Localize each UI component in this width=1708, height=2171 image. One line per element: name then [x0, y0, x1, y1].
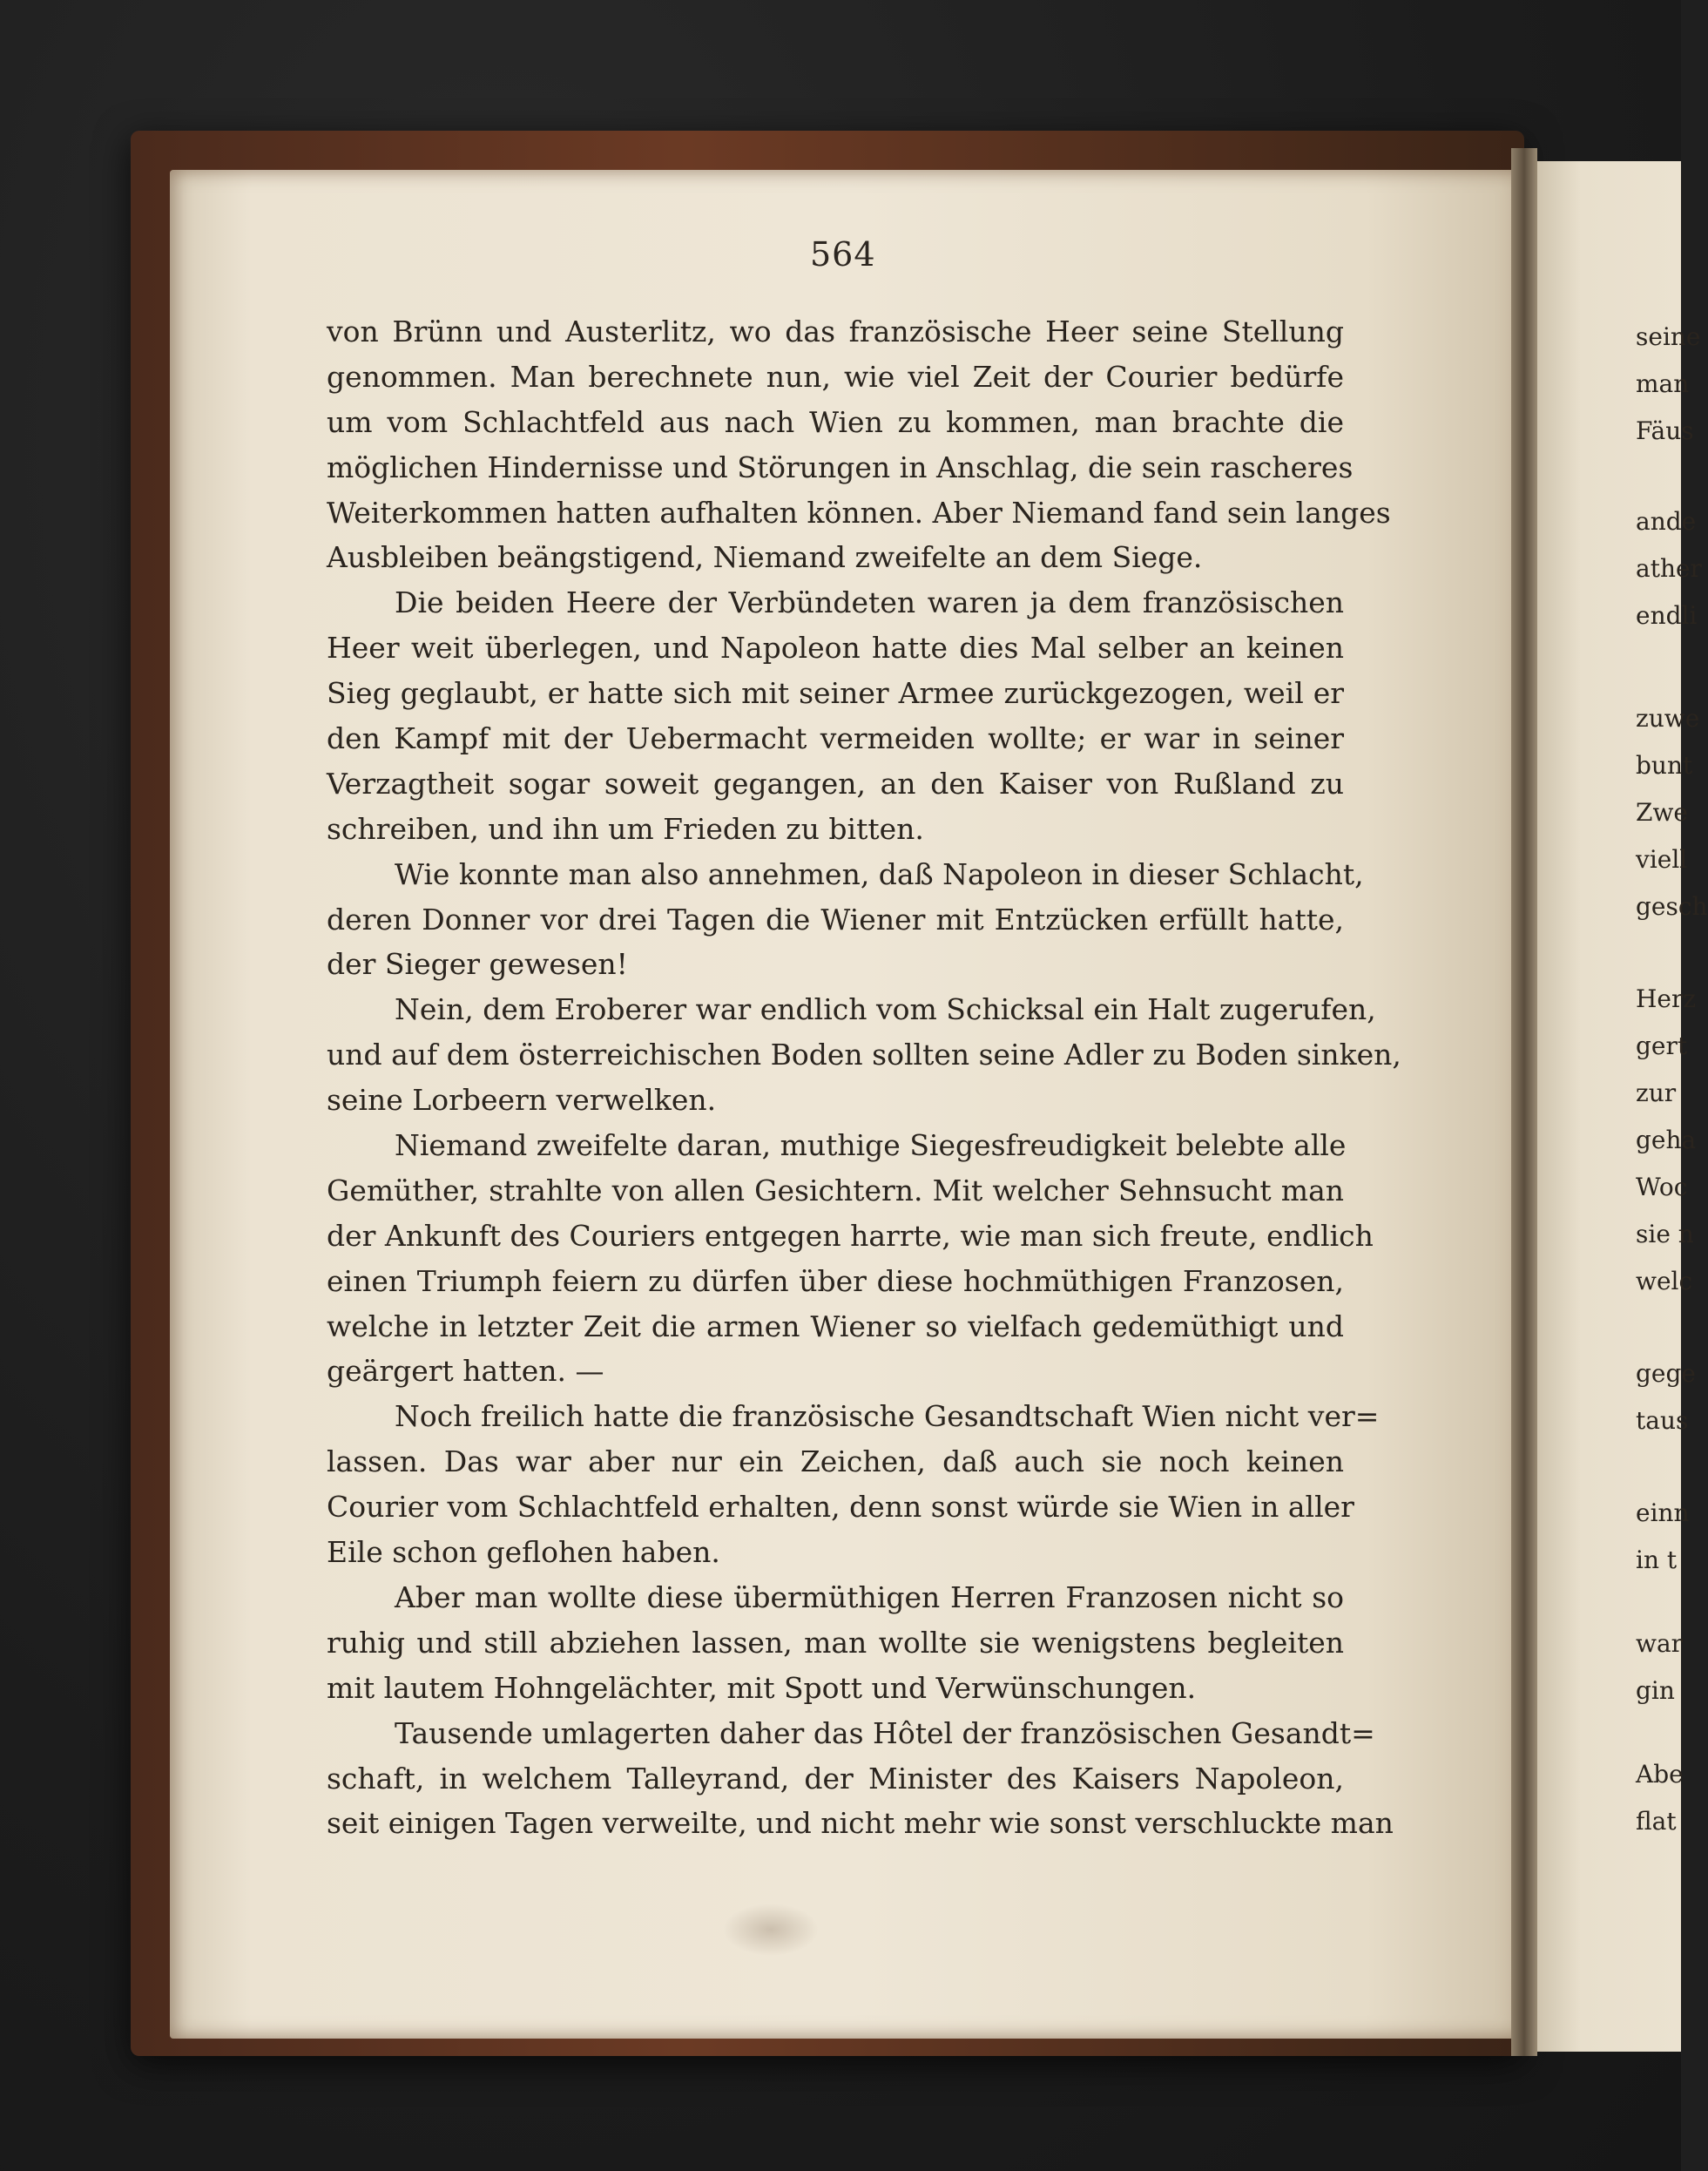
right-fragment: ather	[1636, 554, 1702, 583]
right-fragment: zuwe	[1636, 704, 1700, 733]
text-line: Verzagtheit sogar soweit gegangen, an den Kaiser von Rußland zu	[327, 766, 1344, 801]
paper-stain	[723, 1904, 819, 1956]
text-line: Sieg geglaubt, er hatte sich mit seiner Armee zurückgezogen, weil er	[327, 676, 1344, 711]
right-fragment: man	[1636, 369, 1690, 398]
right-fragment: in t	[1636, 1545, 1678, 1574]
page-number: 564	[810, 235, 876, 274]
right-fragment: zur	[1636, 1079, 1677, 1107]
text-line: mit lautem Hohngelächter, mit Spott und Verwünschungen.	[327, 1670, 1197, 1705]
text-line: schreiben, und ihn um Frieden zu bitten.	[327, 811, 924, 846]
text-line: seine Lorbeern verwelken.	[327, 1083, 717, 1118]
right-fragment: Herz	[1636, 984, 1697, 1013]
book-gutter	[1511, 148, 1537, 2056]
text-line: Nein, dem Eroberer war endlich vom Schicksal ein Halt zugerufen,	[395, 992, 1376, 1027]
text-line: Noch freilich hatte die französische Gesandtschaft Wien nicht ver=	[395, 1399, 1380, 1434]
right-fragment: einn	[1636, 1498, 1690, 1527]
text-line: Courier vom Schlachtfeld erhalten, denn sonst würde sie Wien in aller	[327, 1490, 1354, 1525]
body-text	[327, 309, 1401, 1846]
text-line: welche in letzter Zeit die armen Wiener so vielfach gedemüthigt und	[327, 1309, 1344, 1343]
right-fragment: viell	[1636, 845, 1688, 874]
right-fragment: sie n	[1636, 1220, 1694, 1248]
text-line: deren Donner vor drei Tagen die Wiener mit Entzücken erfüllt hatte,	[327, 902, 1344, 937]
text-line: der Ankunft des Couriers entgegen harrte, wie man sich freute, endlich	[327, 1218, 1374, 1253]
right-fragment: gert	[1636, 1031, 1688, 1060]
right-fragment: taus	[1636, 1406, 1689, 1435]
text-line: Ausbleiben beängstigend, Niemand zweifelte an dem Siege.	[327, 540, 1203, 575]
text-line: möglichen Hindernisse und Störungen in Anschlag, die sein rascheres	[327, 450, 1354, 484]
text-line: von Brünn und Austerlitz, wo das französische Heer seine Stellung	[327, 314, 1344, 348]
right-fragment: ande	[1636, 507, 1697, 536]
text-line: Eile schon geflohen haben.	[327, 1535, 720, 1570]
text-line: der Sieger gewesen!	[327, 947, 628, 982]
right-fragment: gege	[1636, 1359, 1696, 1388]
text-line: und auf dem österreichischen Boden sollten seine Adler zu Boden sinken,	[327, 1038, 1401, 1072]
text-line: Niemand zweifelte daran, muthige Siegesfreudigkeit belebte alle	[395, 1128, 1347, 1163]
text-line: Weiterkommen hatten aufhalten können. Aber Niemand fand sein langes	[327, 495, 1391, 530]
text-line: ruhig und still abziehen lassen, man wollte sie wenigstens begleiten	[327, 1625, 1344, 1660]
text-line: einen Triumph feiern zu dürfen über diese hochmüthigen Franzosen,	[327, 1263, 1344, 1298]
text-line: seit einigen Tagen verweilte, und nicht mehr wie sonst verschluckte man	[327, 1806, 1394, 1841]
right-fragment: seine	[1636, 322, 1701, 351]
text-line: schaft, in welchem Talleyrand, der Minister des Kaisers Napoleon,	[327, 1761, 1344, 1796]
text-line: Die beiden Heere der Verbündeten waren ja dem französischen	[395, 585, 1344, 620]
right-fragment: geha	[1636, 1126, 1697, 1154]
right-fragment: Abe	[1636, 1760, 1684, 1789]
text-line: den Kampf mit der Uebermacht vermeiden wollte; er war in seiner	[327, 721, 1344, 756]
right-fragment: gesch	[1636, 892, 1708, 921]
right-fragment: bunt	[1636, 751, 1693, 780]
text-line: Heer weit überlegen, und Napoleon hatte dies Mal selber an keinen	[327, 631, 1344, 666]
text-line: um vom Schlachtfeld aus nach Wien zu kommen, man brachte die	[327, 404, 1344, 439]
right-fragment: Woc	[1636, 1173, 1688, 1201]
text-line: Tausende umlagerten daher das Hôtel der französischen Gesandt=	[395, 1715, 1375, 1750]
text-line: Wie konnte man also annehmen, daß Napoleon in dieser Schlacht,	[395, 856, 1364, 891]
right-fragment: endli	[1636, 601, 1698, 630]
text-line: genommen. Man berechnete nun, wie viel Zeit der Courier bedürfe	[327, 359, 1344, 394]
text-line: lassen. Das war aber nur ein Zeichen, daß auch sie noch keinen	[327, 1444, 1344, 1479]
right-fragment: Zwe	[1636, 798, 1688, 827]
right-fragment: Fäus	[1636, 416, 1694, 445]
text-line: Aber man wollte diese übermüthigen Herren Franzosen nicht so	[395, 1579, 1344, 1614]
right-fragment: war	[1636, 1629, 1684, 1658]
text-line: Gemüther, strahlte von allen Gesichtern. Mit welcher Sehnsucht man	[327, 1173, 1344, 1207]
right-fragment: flat	[1636, 1807, 1677, 1836]
right-fragment: welc	[1636, 1267, 1693, 1295]
right-fragment: gin	[1636, 1676, 1675, 1705]
text-line: geärgert hatten. —	[327, 1354, 604, 1389]
